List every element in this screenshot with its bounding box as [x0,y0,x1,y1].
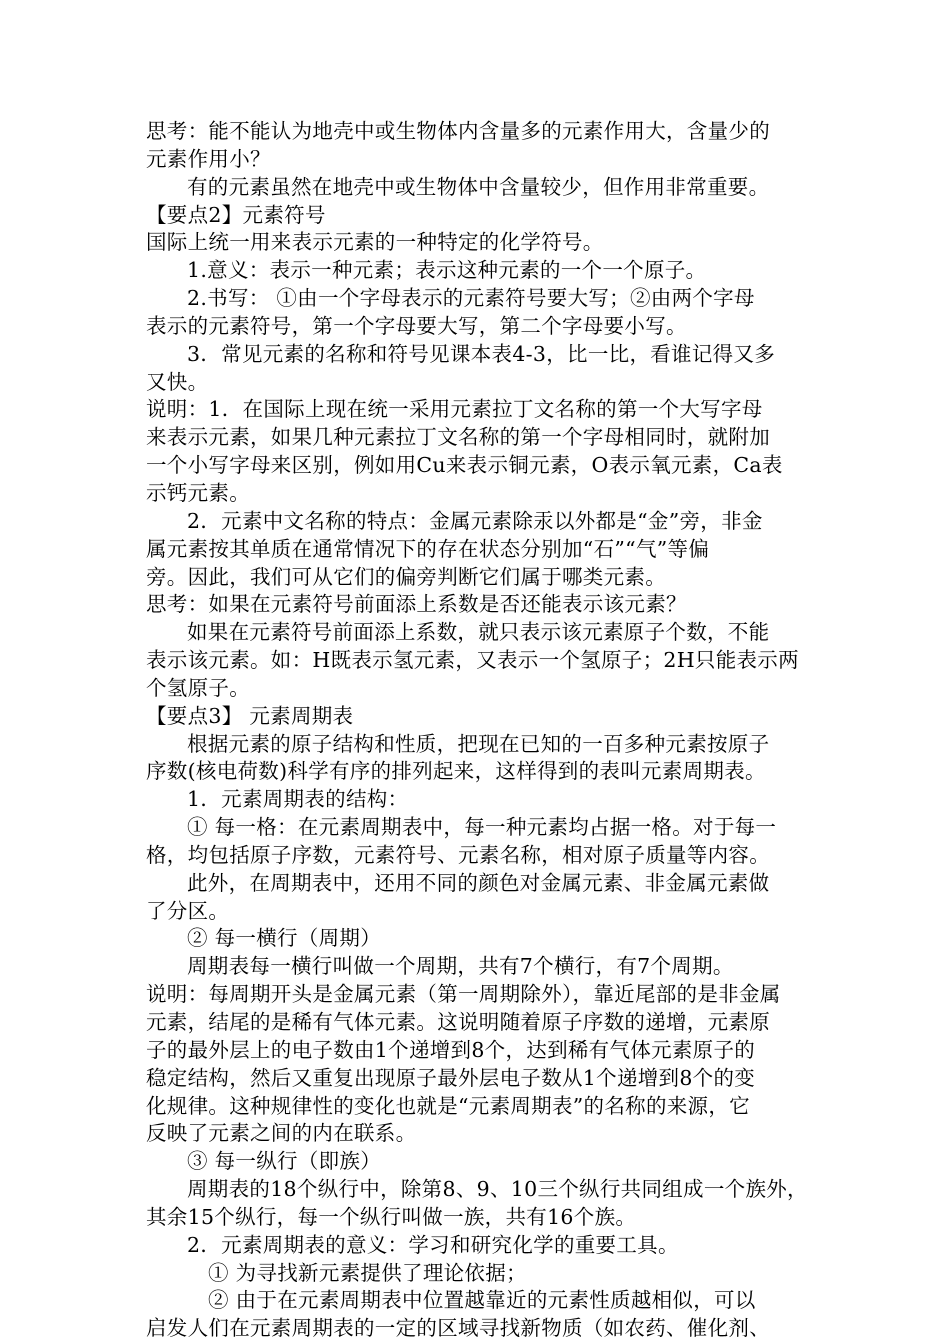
text-line: 2.书写： ①由一个字母表示的元素符号要大写；②由两个字母 [187,286,755,311]
text-line: 序数(核电荷数)科学有序的排列起来，这样得到的表叫元素周期表。 [146,759,766,784]
text-line: 其余15个纵行，每一个纵行叫做一族，共有16个族。 [146,1204,637,1229]
text-line: 反映了元素之间的内在联系。 [146,1121,417,1146]
text-line: 【要点3】 元素周期表 [146,703,354,728]
text-line: 思考：如果在元素符号前面添上系数是否还能表示该元素？ [146,592,687,617]
text-line: 如果在元素符号前面添上系数，就只表示该元素原子个数，不能 [187,620,770,645]
text-line: 国际上统一用来表示元素的一种特定的化学符号。 [146,230,604,255]
text-line: 1．元素周期表的结构： [187,787,409,812]
text-line: ② 由于在元素周期表中位置越靠近的元素性质越相似，可以 [208,1288,756,1313]
text-line: 化规律。这种规律性的变化也就是“元素周期表”的名称的来源，它 [146,1093,750,1118]
text-line: 来表示元素，如果几种元素拉丁文名称的第一个字母相同时，就附加 [146,425,770,450]
text-line: 子的最外层上的电子数由1个递增到8个，达到稀有气体元素原子的 [146,1037,756,1062]
text-line: 了分区。 [146,898,230,923]
text-line: 又快。 [146,369,209,394]
text-line: 思考：能不能认为地壳中或生物体内含量多的元素作用大，含量少的 [146,119,770,143]
text-line: 周期表每一横行叫做一个周期，共有7个横行，有7个周期。 [187,954,734,979]
text-line: 稳定结构，然后又重复出现原子最外层电子数从1个递增到8个的变 [146,1065,756,1090]
text-line: 表示该元素。如：H既表示氢元素，又表示一个氢原子；2H只能表示两 [146,648,799,673]
text-line: 示钙元素。 [146,480,250,505]
text-line: 旁。因此，我们可从它们的偏旁判断它们属于哪类元素。 [146,564,666,589]
text-line: 有的元素虽然在地壳中或生物体中含量较少，但作用非常重要。 [187,174,770,199]
text-line: ① 每一格：在元素周期表中，每一种元素均占据一格。对于每一 [187,815,777,840]
text-line: 属元素按其单质在通常情况下的存在状态分别加“石”“气”等偏 [146,536,710,561]
document-body [146,118,826,1343]
text-line: 1.意义：表示一种元素；表示这种元素的一个一个原子。 [187,258,707,283]
text-line: 个氢原子。 [146,675,250,700]
text-line: ② 每一横行（周期） [187,926,382,951]
text-line: 3．常见元素的名称和符号见课本表4-3，比一比，看谁记得又多 [187,341,776,366]
text-line: 说明：1．在国际上现在统一采用元素拉丁文名称的第一个大写字母 [146,397,763,422]
text-line: 2．元素周期表的意义：学习和研究化学的重要工具。 [187,1232,679,1257]
text-line: 元素，结尾的是稀有气体元素。这说明随着原子序数的递增，元素原 [146,1010,770,1034]
text-line: 元素作用小？ [146,146,271,171]
text-line: 启发人们在元素周期表的一定的区域寻找新物质（如农药、催化剂、 [146,1316,770,1341]
text-line: 表示的元素符号，第一个字母要大写，第二个字母要小写。 [146,313,687,338]
text-line: 此外，在周期表中，还用不同的颜色对金属元素、非金属元素做 [187,870,770,895]
text-line: 格，均包括原子序数，元素符号、元素名称，相对原子质量等内容。 [146,842,770,867]
text-line: 根据元素的原子结构和性质，把现在已知的一百多种元素按原子 [187,731,770,756]
text-line: 周期表的18个纵行中，除第8、9、10三个纵行共同组成一个族外， [187,1177,808,1202]
text-line: ③ 每一纵行（即族） [187,1149,382,1174]
text-line: 一个小写字母来区别，例如用Cu来表示铜元素，O表示氧元素，Ca表 [146,453,783,478]
text-line: ① 为寻找新元素提供了理论依据； [208,1260,527,1285]
text-line: 说明：每周期开头是金属元素（第一周期除外），靠近尾部的是非金属 [146,982,781,1007]
text-line: 【要点2】元素符号 [146,202,326,227]
text-line: 2．元素中文名称的特点：金属元素除汞以外都是“金”旁，非金 [187,508,763,533]
